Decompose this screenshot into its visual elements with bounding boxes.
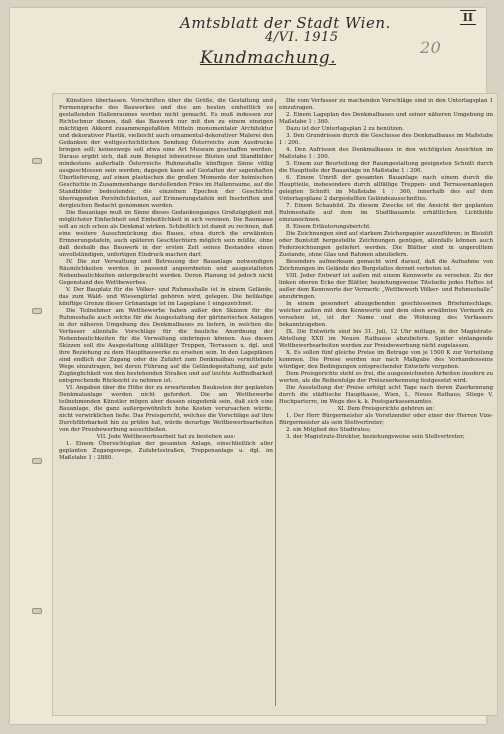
paragraph: IX. Die Entwürfe sind bis 31. Juli, 12 Uhr mittags, in der Magistrats-Abteilung XXII im Neuen Rathause abzuliefern. Später einlangende Wettbewerbsarbeiten werden zur Preisbewerbung nicht zugelassen. bbox=[279, 329, 493, 349]
paragraph: Besonders aufmerksam gemacht wird darauf, daß die Aufnahme von Zeichnungen im Gelände des Burgstalles derzeit verboten ist. bbox=[279, 259, 493, 272]
section-heading: XI. Dem Preisgerichte gehören an: bbox=[337, 406, 435, 412]
paragraph: 3. Den Grundrissen durch die Geschosse des Denkmalbaues im Maßstabe 1 : 200. bbox=[279, 133, 493, 146]
left-text-column bbox=[59, 98, 273, 710]
paragraph: Die Zeichnungen sind auf starkem Zeichenpapier auszuführen; in Bleistift oder Buntstift hergestellte Zeichnungen genügen, allenfalls können auch Federzeichnungen geliefert werden. Die Blätter sind in ungerolltem Zustande, ohne Glas und Rahmen abzuliefern. bbox=[279, 231, 493, 258]
binding-hole bbox=[32, 308, 42, 314]
paragraph: 7. Einem Schaubild. Zu diesem Zwecke ist die Ansicht der geplanten Ruhmeshalle auf dem im Stadtbauamte erhältlichen Lichtbilde einzuzeichnen. bbox=[279, 203, 493, 223]
paragraph: 6. Einem Umriß der gesamten Bauanlage nach einem durch die Hauptteile, insbesondere durch allfällige Treppen- und Terrassenanlagen gelegten Schnitt im Maßstabe 1 : 360, innerhalb des auf dem Unterlagsplane 2 dargestellten Geländeausschnittes. bbox=[279, 175, 493, 202]
newspaper-clipping bbox=[52, 93, 498, 716]
paragraph: 2. Einem Lageplan des Denkmalbaues und seiner näheren Umgebung im Maßstabe 1 : 360. bbox=[279, 112, 493, 125]
paragraph: X. Es sollen fünf gleiche Preise im Betrage von je 1500 K zur Verteilung kommen. Die Preise werden nur nach Maßgabe des Vorhandenseins würdiger, den Bedingungen entsprechender Entwürfe vergeben. bbox=[279, 350, 493, 370]
handwritten-date: 4/VI. 1915 bbox=[265, 30, 339, 45]
paragraph: 8. Einem Erläuterungsbericht. bbox=[286, 224, 372, 230]
paragraph: VI. Angaben über die Höhe der zu erwartenden Baukosten der geplanten Denkmalanlage werden nicht gefordert. Die am Wettbewerbe teilnehmenden Künstler mögen aber dessen eingedenk sein, daß sich eine Bauanlage, die ganz außergewöhnlich hohe Kosten verursachen würde, nicht verwirklichen ließe. Das Preisgericht, welches die Vorschläge auf ihre Durchführbarkeit hin zu prüfen hat, würde derartige Wettbewerbsarbeiten von der Preisbewerbung ausschließen. bbox=[59, 385, 273, 433]
paragraph: 3. der Magistrats-Direktor, beziehungsweise sein Stellvertreter; bbox=[286, 434, 465, 440]
paragraph: V. Der Bauplatz für die Völker- und Ruhmeshalle ist in einem Gelände, das zum Wald- und Wiesengürtel gehören wird, gelegen. Die beiläufige künftige Grenze dieser Grünanlage ist im Lageplane 1 eingezeichnet. bbox=[59, 287, 273, 307]
paragraph: 1. Der Herr Bürgermeister als Vorsitzender oder einer der Herren Vize-Bürgermeister als sein Stellvertreter; bbox=[279, 413, 493, 426]
paragraph: Künstlers überlassen. Vorschriften über die Größe, die Gestaltung und Formensprache des Bauwerkes und des am besten einheitlich zu gestaltenden Hallenraumes werden nicht gemacht. Es muß indessen zur Richtschnur dienen, daß das Bauwerk nur mit den zu einem einzigen mächtigen Akkord zusammengefaßten Mitteln monumentaler Architektur und dekorativer Plastik, vielleicht auch ornamental-dekorativer Malerei den Gedanken der weltgeschichtlichen Sendung Österreichs zum Ausdrucke bringen soll; keineswegs soll etwa eine Art Museum geschaffen werden. Daraus ergibt sich, daß zum Beispiel lebenstreue Büsten und Standbilder mindestens außerhalb Österreichs Ruhmeshalle künftigen Sinne völlig ausgeschlossen sein werden; dagegen kann auf Gestalten der sagenhaften Überlieferung, auf einen plastischen die großen Momente der heimischen Geschichte in Zusammenhange darstellenden Fries im Hallenraume, auf die Standbilder bedeutender, die einzelnen Epochen der Geschichte überragenden Persönlichkeiten, auf Erinnerungstafeln mit Inschriften und dergleichen Bedacht genommen werden. bbox=[59, 98, 273, 209]
binding-hole bbox=[32, 608, 42, 614]
paragraph: 2. ein Mitglied des Stadtrates; bbox=[286, 427, 371, 433]
paragraph: Die vom Verfasser zu machenden Vorschläge sind in den Unterlagsplan 1 einzutragen. bbox=[279, 98, 493, 111]
binding-hole bbox=[32, 458, 42, 464]
pencil-note: 20 bbox=[420, 38, 442, 57]
archive-sheet bbox=[10, 8, 493, 724]
column-divider bbox=[275, 100, 276, 706]
paragraph: Die Ausstellung der Preise erfolgt acht Tage nach deren Zuerkennung durch die städtische Hauptkasse, Wien, I., Neues Rathaus, Stiege V, Hochparterre, im Wege des k. k. Postsparkassenamtes. bbox=[279, 385, 493, 405]
paragraph: IV. Die zur Verwaltung und Betreuung der Bauanlage notwendigen Räumlichkeiten werden in passend angeordneten und ausgestalteten Nebenbaulichkeiten untergebracht werden. Deren Planung ist jedoch nicht Gegenstand des Wettbewerbes. bbox=[59, 259, 273, 286]
paragraph: VIII. Jeder Entwurf ist außen mit einem Kennworte zu versehen. Zu der linken oberen Ecke der Blätter, beziehungsweise Titelseite jedes Heftes ist außer dem Kennworte der Vermerk: „Wettbewerb Völker- und Ruhmeshalle“ anzubringen. bbox=[279, 273, 493, 300]
paragraph: Die Teilnehmer am Wettbewerbe haben außer den Skizzen für die Ruhmeshalle auch solche für die Ausgestaltung der gärtnerischen Anlagen in der näheren Umgebung des Denkmalbaues zu liefern, in welchen die Verfasser allenfalls Vorschläge für die bauliche Anordnung der Nebenbaulichkeiten für die Verwaltung einbringen können. Aus diesen Skizzen soll die Ausgestaltung allfälliger Treppen, Terrassen u. dgl. und ihre Beziehung zu dem Hauptbauwerke zu ersehen sein. In den Lageplänen sind endlich der Zugang oder die Zufahrt zum Denkmalbau vermittelnde Wege einzutragen, bei deren Führung auf die Geländegestaltung, auf gute Zugänglichkeit von den bestehenden Straßen und auf leichte Auffindbarkeit entsprechende Rücksicht zu nehmen ist. bbox=[59, 308, 273, 384]
right-text-column bbox=[279, 98, 493, 710]
paragraph: Die Bauanlage muß im Sinne dieses Gedankenganges Großzügigkeit mit möglichster Einfachheit und Einheitlichkeit in sich vereinen. Die Baumasse soll an sich schon als Denkmal wirken. Schließlich ist damit zu rechnen, daß eine weitere Ausschmückung des Baues, etwa durch die erwähnten Erinnerungstafeln, auch späteren Geschlechtern möglich sein müßte, ohne daß deshalb das Bauwerk in der ersten Zeit seines Bestandes einen unvollständigen, unfertigen Eindruck machen darf. bbox=[59, 210, 273, 258]
archive-corner-mark: II bbox=[460, 10, 476, 25]
paragraph: Dazu ist der Unterlagsplan 2 zu benützen. bbox=[286, 126, 405, 132]
paragraph: 1. Einem Übersichtsplan der gesamten Anlage, einschließlich aller geplanten Zugangswege, Zufahrtsstraßen, Treppenanlage u. dgl. im Maßstabe 1 : 2880. bbox=[59, 441, 273, 461]
handwritten-source-title: Amtsblatt der Stadt Wien. bbox=[180, 14, 391, 32]
section-heading: VII. Jede Wettbewerbsarbeit hat zu bestehen aus: bbox=[96, 434, 236, 440]
handwritten-heading: Kundmachung. bbox=[200, 48, 337, 68]
binding-hole bbox=[32, 158, 42, 164]
paragraph: In einem gesondert abzugebenden geschlossenen Briefumschlage, welcher außen mit dem Kennworte und dem oben erwähnten Vermerk zu versehen ist, ist der Name und die Wohnung des Verfassers bekanntzugeben. bbox=[279, 301, 493, 328]
paragraph: Dem Preisgerichte steht es frei, die ausgezeichneten Arbeiten insofern zu werten, als die Reihenfolge der Preiszuerkennung festgesetzt wird. bbox=[279, 371, 493, 384]
paragraph: 5. Einem zur Beurteilung der Raumgestaltung geeigneten Schnitt durch die Hauptteile der Bauanlage im Maßstabe 1 : 200. bbox=[279, 161, 493, 174]
paragraph: 4. Den Aufrissen des Denkmalbaues in den wichtigsten Ansichten im Maßstabe 1 : 200. bbox=[279, 147, 493, 160]
